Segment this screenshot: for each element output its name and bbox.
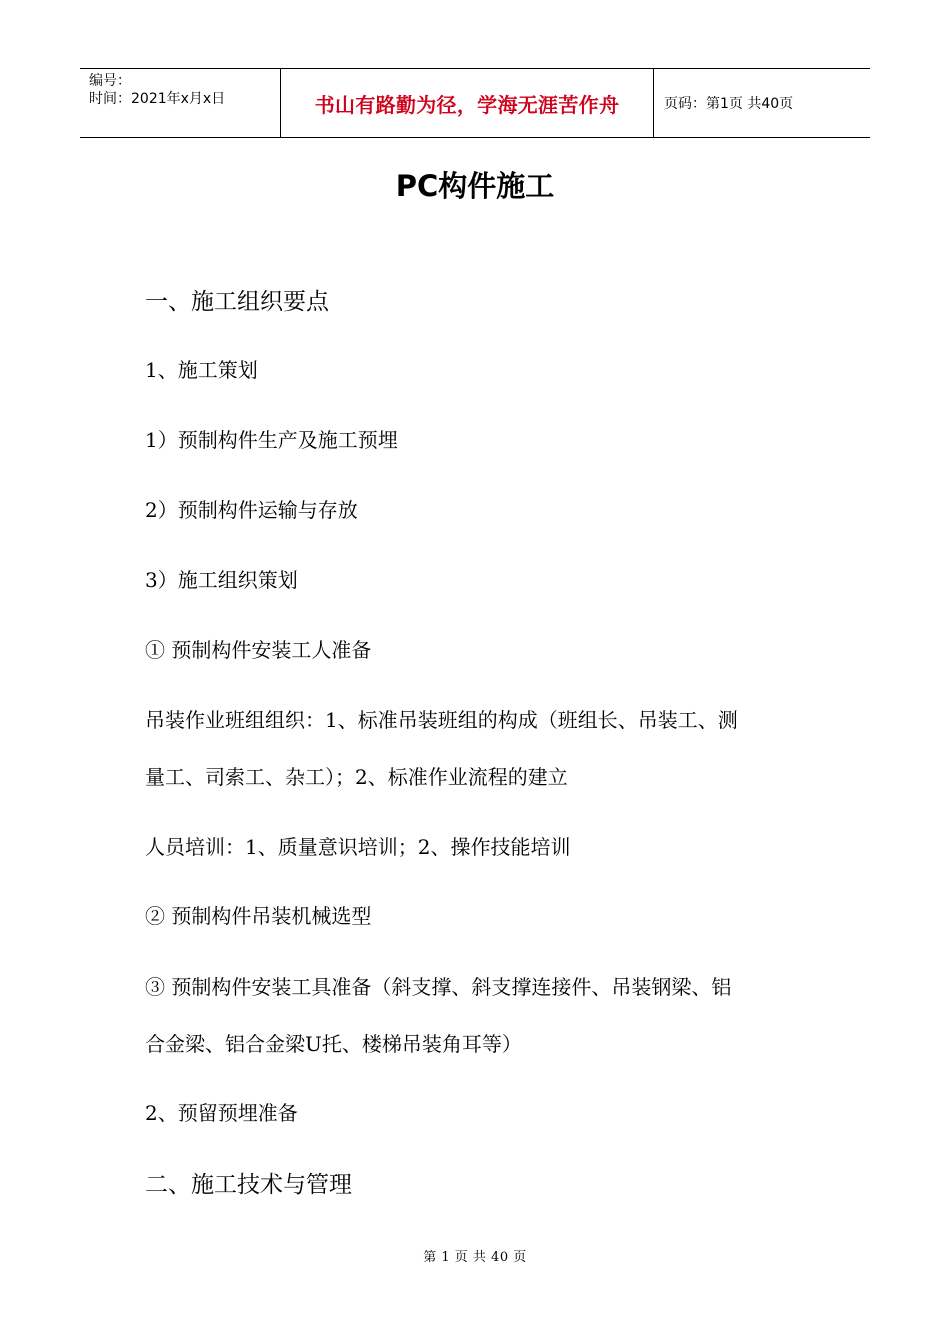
subsection-heading: 1、施工策划 (145, 358, 258, 382)
paragraph-line: 1）预制构件生产及施工预埋 (145, 428, 398, 452)
section-heading-1: 一、施工组织要点 (145, 289, 329, 315)
paragraph-line: 合金梁、铝合金梁U托、楼梯吊装角耳等） (145, 1032, 522, 1056)
paragraph-line: 3）施工组织策划 (145, 568, 298, 592)
page-footer: 第 1 页 共 40 页 (423, 1250, 527, 1265)
document-title: PC构件施工 (395, 169, 555, 203)
header-motto: 书山有路勤为径，学海无涯苦作舟 (281, 69, 654, 137)
paragraph-line: 吊装作业班组组织：1、标准吊装班组的构成（班组长、吊装工、测 (145, 708, 738, 732)
subsection-heading: 2、预留预埋准备 (145, 1101, 298, 1125)
header-page-info: 页码：第1页 共40页 (664, 96, 794, 112)
paragraph-line: 人员培训：1、质量意识培训；2、操作技能培训 (145, 835, 571, 859)
paragraph-line: ① 预制构件安装工人准备 (145, 638, 372, 662)
header-table (80, 68, 870, 138)
header-meta-cell (80, 69, 281, 137)
doc-date-label: 时间：2021年x月x日 (89, 91, 226, 107)
paragraph-line: ③ 预制构件安装工具准备（斜支撑、斜支撑连接件、吊装钢梁、铝 (145, 975, 732, 999)
paragraph-line: 量工、司索工、杂工）；2、标准作业流程的建立 (145, 765, 568, 789)
doc-number-label: 编号： (89, 73, 131, 89)
paragraph-line: ② 预制构件吊装机械选型 (145, 904, 372, 928)
paragraph-line: 2）预制构件运输与存放 (145, 498, 358, 522)
section-heading-2: 二、施工技术与管理 (145, 1172, 352, 1198)
